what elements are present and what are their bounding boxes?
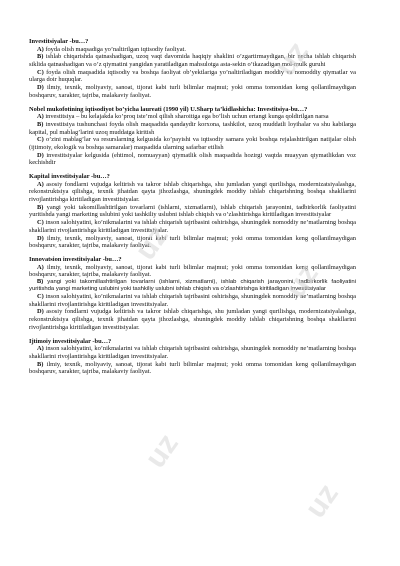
answer-option bbox=[29, 181, 356, 204]
option-text: foyda olish maqsadiga yo’naltirilgan iqtisodiy faoliyat. bbox=[45, 45, 186, 53]
option-letter: A) bbox=[37, 345, 44, 353]
watermark-text: uz bbox=[278, 257, 325, 305]
question-block bbox=[29, 338, 356, 376]
question-title: Nobel mukofotining iqtisodiyot bo’yicha laureati (1990 yil) U.Sharp ta’kidlashicha: Investitsiya-bu…? bbox=[29, 105, 308, 113]
option-text: ilmiy, texnik, moliyaviy, sanoat, tijorat kabi turli bilimlar majmui; yoki omma tomonidan keng qollanilmaydigan boshqaruv, xarakter, tajriba, malakaviy faoliyat. bbox=[29, 263, 356, 279]
option-letter: B) bbox=[37, 53, 44, 61]
question-title: Ijtimoiy investitsiyalar -bu…? bbox=[29, 337, 112, 345]
option-text: ilmiy, texnik, moliyaviy, sanoat, tijorat kabi turli bilimlar majmui; yoki omma tomonidan keng qollanilmaydigan boshqaruv, xarakter, tajriba, malakaviy faoliyat. bbox=[29, 84, 356, 99]
option-letter: A) bbox=[37, 113, 44, 121]
answer-option bbox=[29, 264, 356, 279]
option-letter: C) bbox=[37, 136, 44, 144]
question-title: Investitsiyalar -bu…? bbox=[29, 38, 89, 45]
option-letter: B) bbox=[37, 203, 44, 211]
option-letter: D) bbox=[37, 151, 44, 159]
option-text: asosiy fondlarni vujudga keltirish va takror ishlab chiqarishga, shu jumladan yangi qurilishga, modernizatsiyalashga, rekonstruktsiya qilishga, texnik jihatdan qayta jihozlashga, shuningdek moddiy ishlab chiqarishning boshqa shakllarini rivojlantirishga kiritiladigan investitsiyalar. bbox=[29, 308, 356, 331]
option-text: investitsiya tushunchasi foyda olish maqsadida qandaydir korxona, tashkilot, uzoq muddatli loyihalar va shu kabilarga kapital, pul mablag’larini uzoq muddatga kiritish bbox=[29, 120, 356, 136]
option-letter: A) bbox=[37, 45, 44, 53]
question-block bbox=[29, 256, 356, 332]
option-text: asosiy fondlarni vujudga keltirish va takror ishlab chiqarishga, shu jumladan yangi qurilishga, modernizatsiyalashga, rekonstruktsiya qilishga, texnik jihatdan qayta jihozlashga, shuningdek moddiy ishlab chiqarishning boshqa shakllarini rivojlantirishga kiritiladigan investitsiyalar. bbox=[29, 180, 356, 204]
option-text: o’zini mablag’lar va resurslarning kelgusida ko’payishi va iqtisodiy samara yoki boshqa rejalashtirilgan natijalar olish (ijtimoiy, ekologik va boshqa samaralar) maqsadida ularning safarbar etilish bbox=[29, 136, 356, 151]
option-letter: B) bbox=[37, 360, 44, 368]
watermark-text: uz bbox=[128, 219, 175, 267]
answer-option bbox=[29, 46, 356, 54]
question-list bbox=[29, 35, 356, 376]
answer-option bbox=[29, 204, 356, 219]
option-text: yangi yoki takomillashtirilgan tovarlarni (ishlarni, xizmatlarni), ishlab chiqarish jarayonini, tadbirkorlik faoliyatini yuritishda yangi marketing uslubini yoki tashkiliy uslubni ishlab chiqish va o’zlashtirishga kiritiladigan investitsiyalar bbox=[29, 278, 356, 293]
option-letter: C) bbox=[37, 68, 44, 76]
watermark-text: uz bbox=[268, 35, 315, 83]
question-block bbox=[29, 106, 356, 168]
answer-option bbox=[29, 219, 356, 234]
question-block bbox=[29, 35, 356, 100]
option-text: inson salohiyatini, ko’nikmalarini va ishlab chiqarish tajribasini oshirishga, shuningdek nomoddiy ne’matlarning boshqa shakllarini rivojlantirishga kiritiladigan investitsiyalar. bbox=[29, 219, 356, 234]
question-block bbox=[29, 173, 356, 250]
option-letter: D) bbox=[37, 234, 44, 242]
option-text: foyda olish maqsadida iqtisodiy va boshqa faoliyat ob’yektlariga yo’naltiriladigan moddiy va nomoddiy qiymatlar va ularga doir huquqlar. bbox=[29, 68, 356, 84]
answer-option bbox=[29, 345, 356, 360]
option-text: inson salohiyatini, ko’nikmalarini va ishlab chiqarish tajribasini oshirishga, shuningdek nomoddiy ne’matlarning boshqa shakllarini rivojlantirishga kiritiladigan investitsiyalar. bbox=[29, 293, 356, 308]
option-letter: D) bbox=[37, 308, 44, 316]
option-text: ishlab chiqarishda qatnashadigan, uzoq vaqt davomida haqiqiy shaklini o’zgartirmaydigan, bir necha ishlab chiqarish siklida qatnashadigan va o’z qiymatini yangidan yaratiladigan mahsulotga asta-sekin o’tkazadigan mol-mulk guruhi bbox=[29, 53, 356, 69]
option-text: yangi yoki takomillashtirilgan tovarlarni (ishlarni, xizmatlarni), ishlab chiqarish jarayonini, tadbirkorlik faoliyatini yuritishda yangi marketing uslubini yoki tashkiliy uslubni ishlab chiqish va o’zlashtirishga kiritiladigan investitsiyalar bbox=[29, 203, 356, 219]
option-letter: B) bbox=[37, 120, 44, 128]
option-letter: C) bbox=[37, 293, 44, 301]
answer-option bbox=[29, 235, 356, 250]
option-letter: A) bbox=[37, 180, 44, 188]
answer-option bbox=[29, 121, 356, 136]
option-text: investitsiya – bu kelajakda ko’proq iste’mol qilish sharoitiga ega bo’lish uchun ertangi kunga qoldirilgan narsa bbox=[45, 113, 329, 121]
watermark-text: uz bbox=[298, 477, 345, 525]
answer-option bbox=[29, 69, 356, 84]
answer-option bbox=[29, 136, 356, 151]
answer-option bbox=[29, 308, 356, 331]
option-letter: B) bbox=[37, 278, 44, 285]
answer-option bbox=[29, 361, 356, 376]
question-title: Innovatsion investitsiyalar -bu…? bbox=[29, 255, 122, 263]
option-text: investitsiyalar kelgusida (ehtimol, nomuayyan) qiymatlik olish maqsadida hozirgi vaqtda muayyan qiymatlikdan voz kechishdir bbox=[29, 151, 356, 167]
option-text: inson salohiyatini, ko’nikmalarini va ishlab chiqarish tajribasini oshirishga, shuningdek nomoddiy ne’matlarning boshqa shakllarini rivojlantirishga kiritiladigan investitsiyalar. bbox=[29, 345, 356, 360]
watermark-text: uz bbox=[138, 427, 185, 475]
answer-option bbox=[29, 279, 356, 293]
option-text: ilmiy, texnik, moliyaviy, sanoat, tijorat kabi turli bilimlar majmui; yoki omma tomonidan keng qollanilmaydigan boshqaruv, xarakter, tajriba, malakaviy faoliyat. bbox=[29, 234, 356, 250]
answer-option bbox=[29, 84, 356, 99]
answer-option bbox=[29, 113, 356, 121]
option-text: ilmiy, texnik, moliyaviy, sanoat, tijorat kabi turli bilimlar majmui; yoki omma tomonidan keng qollanilmaydigan boshqaruv, xarakter, tajriba, malakaviy faoliyat. bbox=[29, 360, 356, 376]
option-letter: D) bbox=[37, 84, 44, 92]
answer-option bbox=[29, 152, 356, 167]
option-letter: C) bbox=[37, 219, 44, 227]
answer-option bbox=[29, 53, 356, 68]
question-title: Kapital investitsiyalar -bu…? bbox=[29, 173, 110, 180]
option-letter: A) bbox=[37, 263, 44, 271]
answer-option bbox=[29, 293, 356, 308]
